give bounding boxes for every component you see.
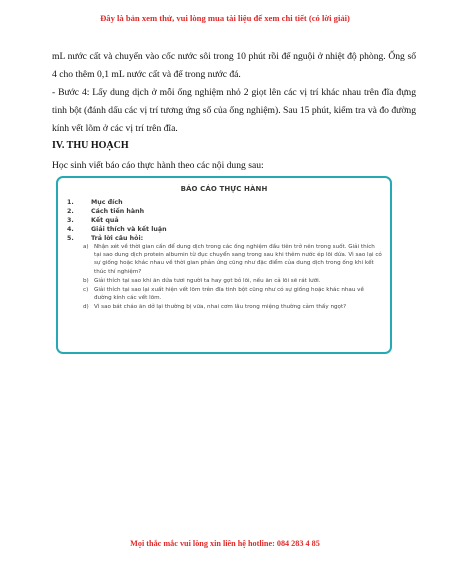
item-number: 2.	[67, 208, 74, 215]
item-number: 3.	[67, 217, 74, 224]
item-label: Giải thích và kết luận	[91, 226, 167, 233]
question-item	[83, 286, 383, 302]
item-number: 1.	[67, 199, 74, 206]
question-letter: b)	[83, 277, 89, 284]
report-title: BÁO CÁO THỰC HÀNH	[180, 185, 268, 193]
paragraph-continued-step: mL nước cất và chuyển vào cốc nước sôi trong 10 phút rồi để nguội ở nhiệt độ phòng. Ống số 4 cho thêm 0,1 mL nước cất và để trong nước đá.	[52, 51, 416, 81]
hotline-footer: Mọi thắc mắc vui lòng xin liên hệ hotline: 084 283 4 85	[130, 539, 320, 548]
item-number: 4.	[67, 226, 74, 233]
section-heading: IV. THU HOẠCH	[52, 140, 129, 151]
question-text: Vì sao bát cháo ăn dở lại thường bị vữa, nhai cơm lâu trong miệng thường cảm thấy ngọt?	[94, 304, 347, 311]
question-letter: c)	[83, 287, 89, 294]
question-text: Giải thích tại sao lại xuất hiện vết lõm trên đĩa tinh bột cũng như có sự giống hoặc khác nhau về đường kính các vết lõm.	[94, 287, 364, 302]
report-items	[67, 198, 383, 312]
item-label: Mục đích	[91, 199, 123, 206]
question-item	[83, 277, 383, 285]
question-text: Giải thích tại sao khi ăn dứa tươi người ta hay gọt bỏ lõi, nếu ăn cả lõi sẽ rát lưỡi.	[94, 277, 321, 284]
question-item	[83, 243, 383, 276]
item-label: Cách tiến hành	[91, 208, 145, 215]
question-letter: a)	[83, 244, 89, 250]
report-item	[67, 216, 383, 225]
item-number: 5.	[67, 235, 74, 242]
question-item	[83, 303, 383, 311]
item-label: Trả lời câu hỏi:	[91, 235, 144, 242]
item-label: Kết quả	[91, 217, 119, 224]
question-text: Nhận xét về thời gian cần để dung dịch trong các ống nghiệm đầu tiên trở nên trong suốt. Giải thích tại sao dung dịch protein albumin từ đục chuyển sang trong sau khi thêm nước ép lõi dứa. Vì sao lại có sự giống hoặc khác nhau về thời gian phản ứng cũng như đặc điểm của dung dịch trong ống khi kết thúc thí nghiệm?	[94, 244, 382, 275]
intro-text: Học sinh viết báo cáo thực hành theo các nội dung sau:	[52, 160, 264, 171]
report-box	[56, 176, 392, 354]
report-item	[67, 198, 383, 207]
report-item	[67, 234, 383, 243]
report-item	[67, 207, 383, 216]
question-letter: d)	[83, 304, 89, 311]
report-item	[67, 225, 383, 234]
preview-watermark: Đây là bản xem thử, vui lòng mua tài liệu để xem chi tiết (có lời giải)	[100, 13, 350, 23]
paragraph-step-4: - Bước 4: Lấy dung dịch ở mỗi ống nghiệm nhỏ 2 giọt lên các vị trí khác nhau trên đĩa đựng tinh bột (đánh dấu các vị trí tương ứng số của ống nghiệm). Sau 15 phút, kiểm tra và đo đường kính vết lõm ở các vị trí trên đĩa.	[52, 87, 416, 135]
